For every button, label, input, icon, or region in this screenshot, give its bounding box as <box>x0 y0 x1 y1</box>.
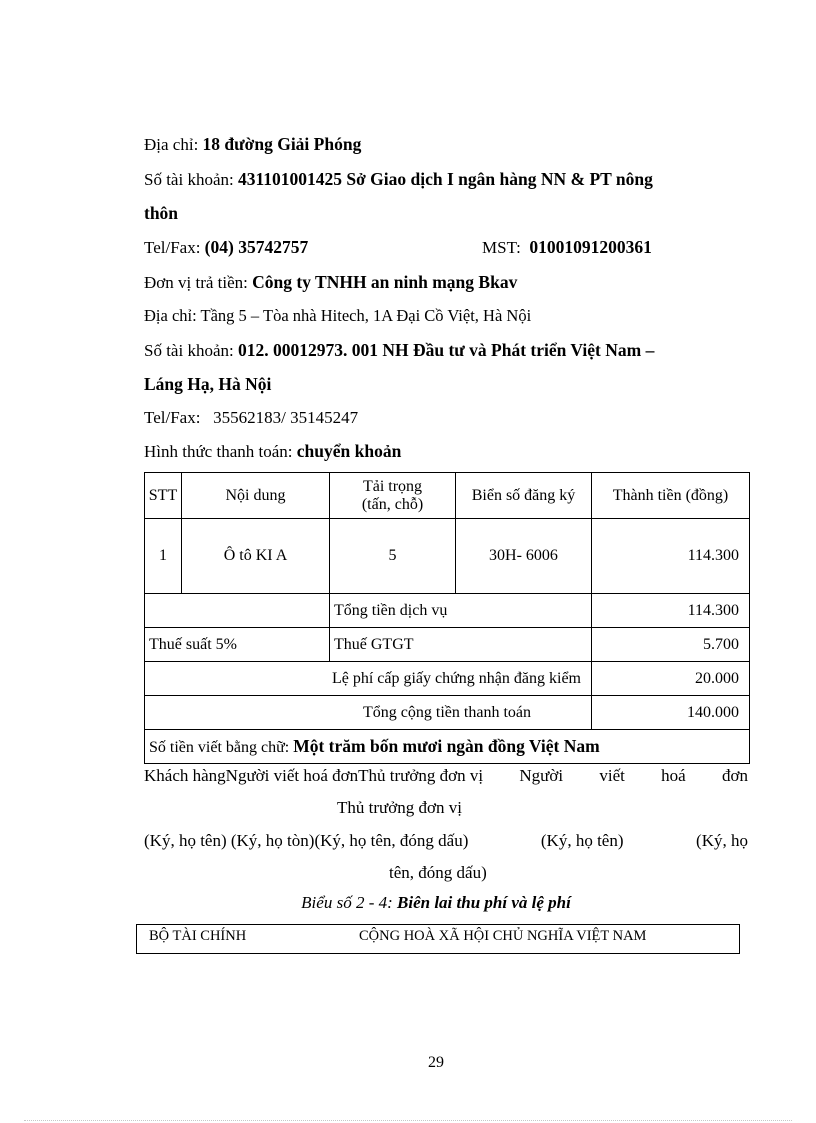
vat-value: 5.700 <box>592 628 750 662</box>
row-stt: 1 <box>145 519 182 594</box>
form-header-box <box>136 924 740 954</box>
payee-account-line: Số tài khoản: 431101001425 Sở Giao dịch I ngân hàng NN & PT nông <box>144 169 653 189</box>
page-number: 29 <box>428 1054 444 1071</box>
payee-mst-line: MST: 01001091200361 <box>482 237 652 257</box>
row-load: 5 <box>330 519 456 594</box>
payment-table <box>144 472 750 764</box>
service-total-label: Tổng tiền dịch vụ <box>330 594 592 628</box>
payer-tel-line: Tel/Fax: 35562183/ 35145247 <box>144 408 359 427</box>
table-header-row <box>145 473 750 519</box>
table-row <box>145 519 750 594</box>
payee-mst: 01001091200361 <box>529 237 652 257</box>
payer-unit-line: Đơn vị trả tiền: Công ty TNHH an ninh mạng Bkav <box>144 272 518 292</box>
row-content: Ô tô KI A <box>182 519 330 594</box>
caption-title: Biên lai thu phí và lệ phí <box>397 893 571 912</box>
header-load: Tải trọng (tấn, chỗ) <box>330 473 456 519</box>
grand-total-row <box>145 696 750 730</box>
header-amount: Thành tiền (đồng) <box>592 473 750 519</box>
payee-account: 431101001425 Sở Giao dịch I ngân hàng NN & PT nông <box>237 169 653 189</box>
ministry-label: BỘ TÀI CHÍNH <box>149 928 247 944</box>
row-plate: 30H- 6006 <box>456 519 592 594</box>
signature-row-1-cont: Thủ trưởng đơn vị <box>337 798 462 817</box>
payee-address: 18 đường Giải Phóng <box>202 134 362 154</box>
fee-value: 20.000 <box>592 662 750 696</box>
signature-row-1: Khách hàngNgười viết hoá đơnThủ trưởng đơn vị Người viết hoá đơn <box>144 766 748 785</box>
header-plate: Biển số đăng ký <box>456 473 592 519</box>
in-words-cell: Số tiền viết bằng chữ: Một trăm bốn mươi ngàn đồng Việt Nam <box>145 730 750 764</box>
header-content: Nội dung <box>182 473 330 519</box>
in-words-row <box>145 730 750 764</box>
signature-row-2: (Ký, họ tên) (Ký, họ tòn)(Ký, họ tên, đóng dấu) (Ký, họ tên) (Ký, họ <box>144 831 748 850</box>
footer-divider <box>24 1120 792 1121</box>
row-amount: 114.300 <box>592 519 750 594</box>
payee-tel-line: Tel/Fax: (04) 35742757 <box>144 237 309 257</box>
service-total-row <box>145 594 750 628</box>
payment-method: chuyển khoản <box>296 441 402 461</box>
payer-address-line: Địa chỉ: Tầng 5 – Tòa nhà Hitech, 1A Đại Cồ Việt, Hà Nội <box>144 306 532 325</box>
payee-address-line: Địa chỉ: 18 đường Giải Phóng <box>144 134 362 154</box>
vat-rate-label: Thuế suất 5% <box>145 628 330 662</box>
payee-tel: (04) 35742757 <box>204 237 309 257</box>
amount-in-words: Một trăm bốn mươi ngàn đồng Việt Nam <box>293 736 600 756</box>
figure-caption: Biểu số 2 - 4: Biên lai thu phí và lệ phí <box>301 893 571 912</box>
payer-account-line2: Láng Hạ, Hà Nội <box>144 374 272 394</box>
service-total-value: 114.300 <box>592 594 750 628</box>
fee-label: Lệ phí cấp giấy chứng nhận đăng kiểm <box>145 662 592 696</box>
payment-method-line: Hình thức thanh toán: chuyển khoản <box>144 441 402 461</box>
payer-account-line: Số tài khoản: 012. 00012973. 001 NH Đầu tư và Phát triển Việt Nam – <box>144 340 655 360</box>
vat-row <box>145 628 750 662</box>
payer-unit: Công ty TNHH an ninh mạng Bkav <box>252 272 518 292</box>
payee-account-line2: thôn <box>144 203 179 223</box>
payer-tel: 35562183/ 35145247 <box>213 408 359 427</box>
fee-row <box>145 662 750 696</box>
signature-row-2-cont: tên, đóng dấu) <box>389 863 487 882</box>
vat-label: Thuế GTGT <box>330 628 592 662</box>
header-stt: STT <box>145 473 182 519</box>
payer-account: 012. 00012973. 001 NH Đầu tư và Phát triển Việt Nam – <box>237 340 655 360</box>
grand-total-label: Tổng cộng tiền thanh toán <box>145 696 592 730</box>
payer-address: Tầng 5 – Tòa nhà Hitech, 1A Đại Cồ Việt, Hà Nội <box>200 306 532 325</box>
grand-total-value: 140.000 <box>592 696 750 730</box>
republic-label: CỘNG HOÀ XÃ HỘI CHỦ NGHĨA VIỆT NAM <box>359 928 647 944</box>
